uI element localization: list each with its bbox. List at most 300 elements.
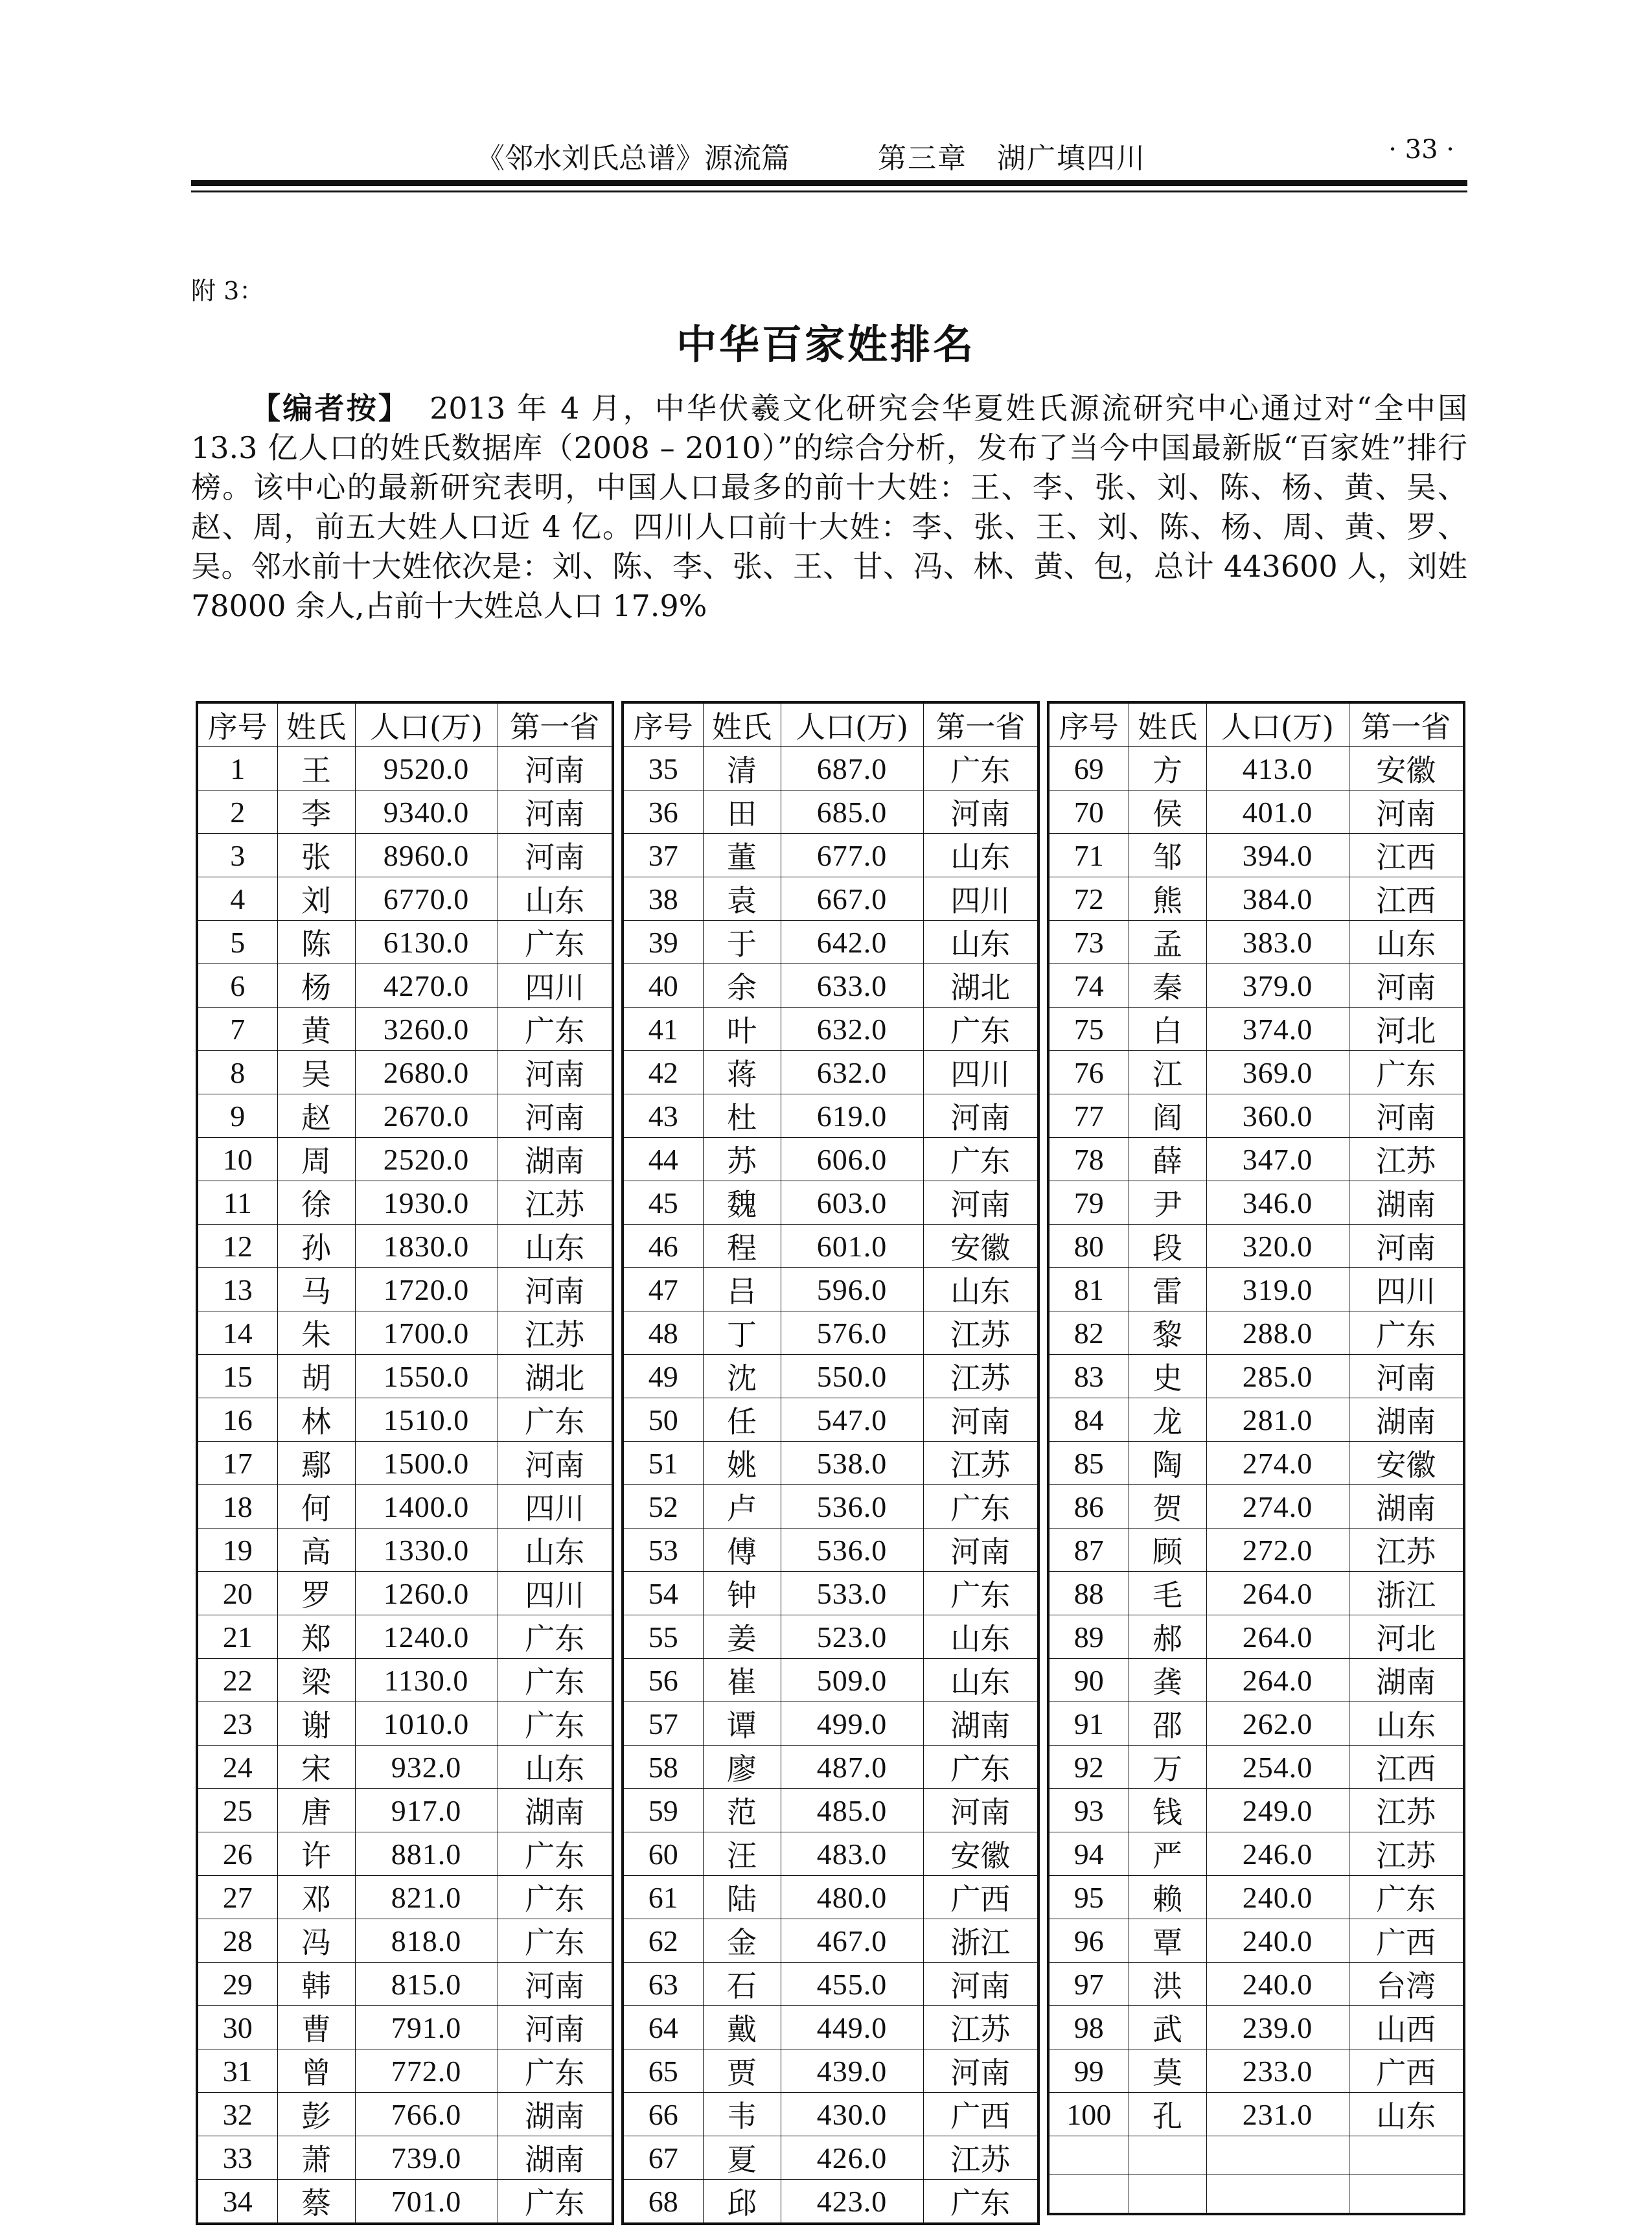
table-row xyxy=(1048,2175,1464,2214)
table-row xyxy=(623,1702,1038,1746)
province-cell: 广东 xyxy=(923,1008,1038,1051)
province-cell: 广东 xyxy=(1349,1051,1464,1094)
population-cell: 274.0 xyxy=(1206,1485,1349,1529)
table-row xyxy=(1048,1919,1464,1963)
surname-cell: 杨 xyxy=(277,964,355,1008)
population-cell: 1930.0 xyxy=(355,1181,498,1225)
rank-cell: 24 xyxy=(197,1746,277,1789)
population-cell: 596.0 xyxy=(781,1268,923,1311)
rank-cell: 9 xyxy=(197,1094,277,1138)
population-cell: 536.0 xyxy=(781,1485,923,1529)
rank-cell: 66 xyxy=(623,2093,703,2136)
surname-cell: 曹 xyxy=(277,2006,355,2049)
surname-cell: 吴 xyxy=(277,1051,355,1094)
province-cell: 广东 xyxy=(498,1008,613,1051)
rank-cell: 34 xyxy=(197,2180,277,2224)
population-cell: 240.0 xyxy=(1206,1876,1349,1919)
rank-cell: 8 xyxy=(197,1051,277,1094)
rank-cell: 28 xyxy=(197,1919,277,1963)
province-cell: 河南 xyxy=(498,1094,613,1138)
header-surname: 姓氏 xyxy=(1129,702,1206,747)
surname-cell: 李 xyxy=(277,790,355,834)
province-cell: 安徽 xyxy=(1349,1442,1464,1485)
population-cell: 9340.0 xyxy=(355,790,498,834)
rank-cell: 15 xyxy=(197,1355,277,1398)
table-row xyxy=(623,2136,1038,2180)
surname-cell: 刘 xyxy=(277,877,355,921)
table-row xyxy=(1048,834,1464,877)
book-title: 《邻水刘氏总谱》源流篇 xyxy=(476,142,790,175)
province-cell: 江苏 xyxy=(1349,1789,1464,1832)
surname-cell: 段 xyxy=(1129,1225,1206,1268)
surname-cell: 萧 xyxy=(277,2136,355,2180)
province-cell: 广东 xyxy=(923,1572,1038,1615)
rank-cell: 46 xyxy=(623,1225,703,1268)
population-cell: 677.0 xyxy=(781,834,923,877)
province-cell: 广西 xyxy=(923,2093,1038,2136)
population-cell xyxy=(1206,2136,1349,2175)
population-cell: 264.0 xyxy=(1206,1615,1349,1659)
surname-cell: 傅 xyxy=(703,1529,781,1572)
header-population: 人口(万) xyxy=(781,702,923,747)
table-row xyxy=(197,1181,613,1225)
population-cell: 499.0 xyxy=(781,1702,923,1746)
table-row xyxy=(1048,1398,1464,1442)
rank-cell: 21 xyxy=(197,1615,277,1659)
table-row xyxy=(623,834,1038,877)
surname-cell: 侯 xyxy=(1129,790,1206,834)
rank-cell: 91 xyxy=(1048,1702,1129,1746)
population-cell: 632.0 xyxy=(781,1008,923,1051)
population-cell: 360.0 xyxy=(1206,1094,1349,1138)
population-cell: 2520.0 xyxy=(355,1138,498,1181)
surname-cell: 阎 xyxy=(1129,1094,1206,1138)
rank-cell: 5 xyxy=(197,921,277,964)
rank-cell: 75 xyxy=(1048,1008,1129,1051)
surname-cell: 莫 xyxy=(1129,2049,1206,2093)
province-cell: 江苏 xyxy=(923,1355,1038,1398)
population-cell: 254.0 xyxy=(1206,1746,1349,1789)
chapter-title: 第三章 湖广填四川 xyxy=(878,142,1146,175)
appendix-label: 附 3： xyxy=(191,277,264,305)
page-number: · 33 · xyxy=(1388,135,1454,165)
rank-cell: 73 xyxy=(1048,921,1129,964)
surname-cell: 崔 xyxy=(703,1659,781,1702)
table-row xyxy=(623,1181,1038,1225)
surname-cell: 姚 xyxy=(703,1442,781,1485)
rank-cell: 36 xyxy=(623,790,703,834)
surname-cell: 赖 xyxy=(1129,1876,1206,1919)
population-cell: 8960.0 xyxy=(355,834,498,877)
rank-cell: 84 xyxy=(1048,1398,1129,1442)
rank-cell: 87 xyxy=(1048,1529,1129,1572)
table-row xyxy=(197,2136,613,2180)
province-cell: 河南 xyxy=(923,1529,1038,1572)
table-row xyxy=(623,1094,1038,1138)
province-cell: 江苏 xyxy=(923,1442,1038,1485)
province-cell: 江苏 xyxy=(923,2006,1038,2049)
table-row xyxy=(1048,1442,1464,1485)
surname-cell xyxy=(1129,2136,1206,2175)
population-cell: 249.0 xyxy=(1206,1789,1349,1832)
province-cell: 江西 xyxy=(1349,1746,1464,1789)
surname-cell: 胡 xyxy=(277,1355,355,1398)
province-cell: 河北 xyxy=(1349,1615,1464,1659)
population-cell: 509.0 xyxy=(781,1659,923,1702)
surname-cell: 蒋 xyxy=(703,1051,781,1094)
surname-cell: 袁 xyxy=(703,877,781,921)
surname-cell: 邹 xyxy=(1129,834,1206,877)
surname-table-block xyxy=(196,701,614,2225)
population-cell: 483.0 xyxy=(781,1832,923,1876)
province-cell: 广东 xyxy=(1349,1311,1464,1355)
surname-cell: 马 xyxy=(277,1268,355,1311)
population-cell: 379.0 xyxy=(1206,964,1349,1008)
header-rule-thin xyxy=(191,190,1467,192)
province-cell: 河南 xyxy=(498,1963,613,2006)
surname-cell: 黄 xyxy=(277,1008,355,1051)
table-row xyxy=(623,921,1038,964)
province-cell: 山东 xyxy=(498,1529,613,1572)
rank-cell: 86 xyxy=(1048,1485,1129,1529)
population-cell: 642.0 xyxy=(781,921,923,964)
surname-cell: 赵 xyxy=(277,1094,355,1138)
surname-cell: 于 xyxy=(703,921,781,964)
rank-cell: 22 xyxy=(197,1659,277,1702)
population-cell: 633.0 xyxy=(781,964,923,1008)
population-cell: 1510.0 xyxy=(355,1398,498,1442)
province-cell: 山东 xyxy=(1349,2093,1464,2136)
surname-cell: 万 xyxy=(1129,1746,1206,1789)
province-cell: 广东 xyxy=(1349,1876,1464,1919)
table-row xyxy=(197,1789,613,1832)
rank-cell: 98 xyxy=(1048,2006,1129,2049)
surname-cell: 钱 xyxy=(1129,1789,1206,1832)
surname-cell: 唐 xyxy=(277,1789,355,1832)
rank-cell: 12 xyxy=(197,1225,277,1268)
province-cell: 湖北 xyxy=(923,964,1038,1008)
table-row xyxy=(1048,1832,1464,1876)
rank-cell: 88 xyxy=(1048,1572,1129,1615)
province-cell: 四川 xyxy=(498,1485,613,1529)
rank-cell: 27 xyxy=(197,1876,277,1919)
table-row xyxy=(197,1485,613,1529)
rank-cell: 33 xyxy=(197,2136,277,2180)
surname-cell: 邵 xyxy=(1129,1702,1206,1746)
surname-cell: 何 xyxy=(277,1485,355,1529)
population-cell: 2670.0 xyxy=(355,1094,498,1138)
rank-cell: 67 xyxy=(623,2136,703,2180)
table-row xyxy=(197,1094,613,1138)
table-row xyxy=(623,2006,1038,2049)
population-cell: 240.0 xyxy=(1206,1963,1349,2006)
table-row xyxy=(1048,1225,1464,1268)
editor-note xyxy=(191,389,1467,626)
header-rank: 序号 xyxy=(1048,702,1129,747)
surname-cell: 曾 xyxy=(277,2049,355,2093)
population-cell: 685.0 xyxy=(781,790,923,834)
rank-cell: 4 xyxy=(197,877,277,921)
surname-cell: 徐 xyxy=(277,1181,355,1225)
rank-cell: 16 xyxy=(197,1398,277,1442)
rank-cell: 32 xyxy=(197,2093,277,2136)
province-cell: 浙江 xyxy=(923,1919,1038,1963)
surname-cell: 高 xyxy=(277,1529,355,1572)
province-cell: 江苏 xyxy=(1349,1138,1464,1181)
province-cell: 江苏 xyxy=(923,1311,1038,1355)
surname-cell: 钟 xyxy=(703,1572,781,1615)
surname-cell: 金 xyxy=(703,1919,781,1963)
rank-cell: 45 xyxy=(623,1181,703,1225)
province-cell: 河南 xyxy=(498,747,613,790)
population-cell: 485.0 xyxy=(781,1789,923,1832)
surname-cell: 方 xyxy=(1129,747,1206,790)
rank-cell: 58 xyxy=(623,1746,703,1789)
province-cell: 山东 xyxy=(923,921,1038,964)
editor-note-text: 2013 年 4 月，中华伏羲文化研究会华夏姓氏源流研究中心通过对“全中国 13.3 亿人口的姓氏数据库（2008 – 2010）”的综合分析，发布了当今中国最新版“百家姓”排行榜。该中心的最新研究表明，中国人口最多的前十大姓：王、李、张、刘、陈、杨、黄、吴、赵、周，前五大姓人口近 4 亿。四川人口前十大姓：李、张、王、刘、陈、杨、周、黄、罗、吴。邻水前十大姓依次是：刘、陈、李、张、王、甘、冯、林、黄、包，总计 443600 人，刘姓 78000 余人,占前十大姓总人口 17.9% xyxy=(191,391,1468,623)
population-cell: 233.0 xyxy=(1206,2049,1349,2093)
rank-cell: 13 xyxy=(197,1268,277,1311)
surname-cell: 龙 xyxy=(1129,1398,1206,1442)
rank-cell: 51 xyxy=(623,1442,703,1485)
rank-cell: 97 xyxy=(1048,1963,1129,2006)
table-row xyxy=(623,1268,1038,1311)
population-cell: 1550.0 xyxy=(355,1355,498,1398)
province-cell: 安徽 xyxy=(923,1832,1038,1876)
table-row xyxy=(197,1529,613,1572)
table-row xyxy=(623,1876,1038,1919)
table-row xyxy=(197,877,613,921)
population-cell: 240.0 xyxy=(1206,1919,1349,1963)
running-header xyxy=(191,130,1467,175)
table-row xyxy=(623,1832,1038,1876)
population-cell: 455.0 xyxy=(781,1963,923,2006)
surname-cell: 贺 xyxy=(1129,1485,1206,1529)
rank-cell: 55 xyxy=(623,1615,703,1659)
population-cell: 1400.0 xyxy=(355,1485,498,1529)
population-cell: 772.0 xyxy=(355,2049,498,2093)
province-cell: 河南 xyxy=(1349,1094,1464,1138)
table-row xyxy=(197,1355,613,1398)
table-row xyxy=(1048,1181,1464,1225)
table-row xyxy=(1048,1876,1464,1919)
rank-cell: 100 xyxy=(1048,2093,1129,2136)
surname-cell: 魏 xyxy=(703,1181,781,1225)
rank-cell: 44 xyxy=(623,1138,703,1181)
surname-cell: 彭 xyxy=(277,2093,355,2136)
population-cell: 576.0 xyxy=(781,1311,923,1355)
province-cell: 湖南 xyxy=(498,2136,613,2180)
rank-cell: 23 xyxy=(197,1702,277,1746)
rank-cell: 72 xyxy=(1048,877,1129,921)
rank-cell: 49 xyxy=(623,1355,703,1398)
table-row xyxy=(1048,1659,1464,1702)
province-cell: 山东 xyxy=(498,1746,613,1789)
surname-cell: 董 xyxy=(703,834,781,877)
table-row xyxy=(197,2006,613,2049)
rank-cell: 90 xyxy=(1048,1659,1129,1702)
population-cell: 262.0 xyxy=(1206,1702,1349,1746)
surname-cell: 郝 xyxy=(1129,1615,1206,1659)
surname-cell: 韩 xyxy=(277,1963,355,2006)
province-cell xyxy=(1349,2136,1464,2175)
rank-cell: 81 xyxy=(1048,1268,1129,1311)
table-row xyxy=(1048,1051,1464,1094)
table-row xyxy=(197,1138,613,1181)
table-row xyxy=(1048,1572,1464,1615)
province-cell: 江苏 xyxy=(923,2136,1038,2180)
surname-cell: 程 xyxy=(703,1225,781,1268)
province-cell: 四川 xyxy=(923,1051,1038,1094)
table-row xyxy=(197,921,613,964)
surname-cell: 谢 xyxy=(277,1702,355,1746)
rank-cell: 40 xyxy=(623,964,703,1008)
surname-cell: 廖 xyxy=(703,1746,781,1789)
surname-cell: 姜 xyxy=(703,1615,781,1659)
population-cell: 413.0 xyxy=(1206,747,1349,790)
rank-cell: 39 xyxy=(623,921,703,964)
population-cell: 550.0 xyxy=(781,1355,923,1398)
surname-cell: 邓 xyxy=(277,1876,355,1919)
surname-cell: 范 xyxy=(703,1789,781,1832)
province-cell: 湖南 xyxy=(1349,1659,1464,1702)
province-cell: 河南 xyxy=(923,790,1038,834)
population-cell: 6770.0 xyxy=(355,877,498,921)
population-cell: 3260.0 xyxy=(355,1008,498,1051)
province-cell: 山东 xyxy=(1349,1702,1464,1746)
surname-cell: 任 xyxy=(703,1398,781,1442)
population-cell: 687.0 xyxy=(781,747,923,790)
rank-cell: 19 xyxy=(197,1529,277,1572)
table-row xyxy=(1048,1094,1464,1138)
table-row xyxy=(1048,1008,1464,1051)
population-cell: 701.0 xyxy=(355,2180,498,2224)
table-row xyxy=(623,1485,1038,1529)
population-cell: 426.0 xyxy=(781,2136,923,2180)
population-cell: 917.0 xyxy=(355,1789,498,1832)
surname-cell: 谭 xyxy=(703,1702,781,1746)
province-cell: 广东 xyxy=(498,2180,613,2224)
table-row xyxy=(1048,1963,1464,2006)
rank-cell: 79 xyxy=(1048,1181,1129,1225)
province-cell: 四川 xyxy=(923,877,1038,921)
rank-cell: 37 xyxy=(623,834,703,877)
population-cell: 319.0 xyxy=(1206,1268,1349,1311)
province-cell: 广东 xyxy=(498,1398,613,1442)
surname-ranking-tables xyxy=(196,701,1465,2225)
surname-cell: 卢 xyxy=(703,1485,781,1529)
province-cell: 江苏 xyxy=(1349,1832,1464,1876)
surname-table-block xyxy=(621,701,1040,2225)
province-cell: 湖南 xyxy=(498,1789,613,1832)
surname-cell: 蔡 xyxy=(277,2180,355,2224)
population-cell: 231.0 xyxy=(1206,2093,1349,2136)
header-surname: 姓氏 xyxy=(277,702,355,747)
table-row xyxy=(623,1919,1038,1963)
population-cell: 369.0 xyxy=(1206,1051,1349,1094)
rank-cell: 38 xyxy=(623,877,703,921)
province-cell: 河南 xyxy=(923,1963,1038,2006)
table-row xyxy=(197,1225,613,1268)
table-row xyxy=(623,2180,1038,2224)
rank-cell: 94 xyxy=(1048,1832,1129,1876)
province-cell: 广东 xyxy=(498,1876,613,1919)
population-cell: 739.0 xyxy=(355,2136,498,2180)
population-cell: 1240.0 xyxy=(355,1615,498,1659)
table-row xyxy=(197,1051,613,1094)
rank-cell: 17 xyxy=(197,1442,277,1485)
province-cell: 江苏 xyxy=(1349,1529,1464,1572)
table-row xyxy=(197,1659,613,1702)
surname-cell: 杜 xyxy=(703,1094,781,1138)
population-cell: 480.0 xyxy=(781,1876,923,1919)
header-surname: 姓氏 xyxy=(703,702,781,747)
province-cell: 湖南 xyxy=(1349,1181,1464,1225)
rank-cell: 99 xyxy=(1048,2049,1129,2093)
rank-cell: 42 xyxy=(623,1051,703,1094)
rank-cell: 29 xyxy=(197,1963,277,2006)
table-row xyxy=(623,1442,1038,1485)
editor-note-label: 【编者按】 xyxy=(251,391,411,426)
table-row xyxy=(197,1008,613,1051)
population-cell: 320.0 xyxy=(1206,1225,1349,1268)
table-row xyxy=(197,747,613,790)
table-row xyxy=(1048,1355,1464,1398)
surname-cell: 苏 xyxy=(703,1138,781,1181)
population-cell: 601.0 xyxy=(781,1225,923,1268)
province-cell: 广东 xyxy=(923,1138,1038,1181)
province-cell: 河南 xyxy=(1349,1355,1464,1398)
population-cell: 667.0 xyxy=(781,877,923,921)
province-cell: 山东 xyxy=(498,877,613,921)
rank-cell: 14 xyxy=(197,1311,277,1355)
surname-cell: 周 xyxy=(277,1138,355,1181)
province-cell: 河南 xyxy=(498,1442,613,1485)
header-population: 人口(万) xyxy=(1206,702,1349,747)
surname-cell: 林 xyxy=(277,1398,355,1442)
surname-cell: 鄢 xyxy=(277,1442,355,1485)
rank-cell: 41 xyxy=(623,1008,703,1051)
population-cell: 274.0 xyxy=(1206,1442,1349,1485)
rank-cell: 60 xyxy=(623,1832,703,1876)
rank-cell: 68 xyxy=(623,2180,703,2224)
table-row xyxy=(623,747,1038,790)
province-cell: 河南 xyxy=(923,1181,1038,1225)
surname-cell: 石 xyxy=(703,1963,781,2006)
population-cell: 1330.0 xyxy=(355,1529,498,1572)
table-row xyxy=(1048,964,1464,1008)
table-row xyxy=(1048,1615,1464,1659)
population-cell: 394.0 xyxy=(1206,834,1349,877)
surname-cell: 秦 xyxy=(1129,964,1206,1008)
population-cell: 815.0 xyxy=(355,1963,498,2006)
table-row xyxy=(1048,1702,1464,1746)
province-cell: 广东 xyxy=(498,1659,613,1702)
header-rule-thick xyxy=(191,180,1467,186)
province-cell: 山东 xyxy=(923,1659,1038,1702)
rank-cell: 93 xyxy=(1048,1789,1129,1832)
rank-cell: 56 xyxy=(623,1659,703,1702)
surname-table-block xyxy=(1047,701,1465,2215)
population-cell: 272.0 xyxy=(1206,1529,1349,1572)
population-cell: 9520.0 xyxy=(355,747,498,790)
population-cell: 4270.0 xyxy=(355,964,498,1008)
table-row xyxy=(623,1138,1038,1181)
population-cell: 533.0 xyxy=(781,1572,923,1615)
population-cell: 423.0 xyxy=(781,2180,923,2224)
population-cell: 818.0 xyxy=(355,1919,498,1963)
surname-cell: 洪 xyxy=(1129,1963,1206,2006)
